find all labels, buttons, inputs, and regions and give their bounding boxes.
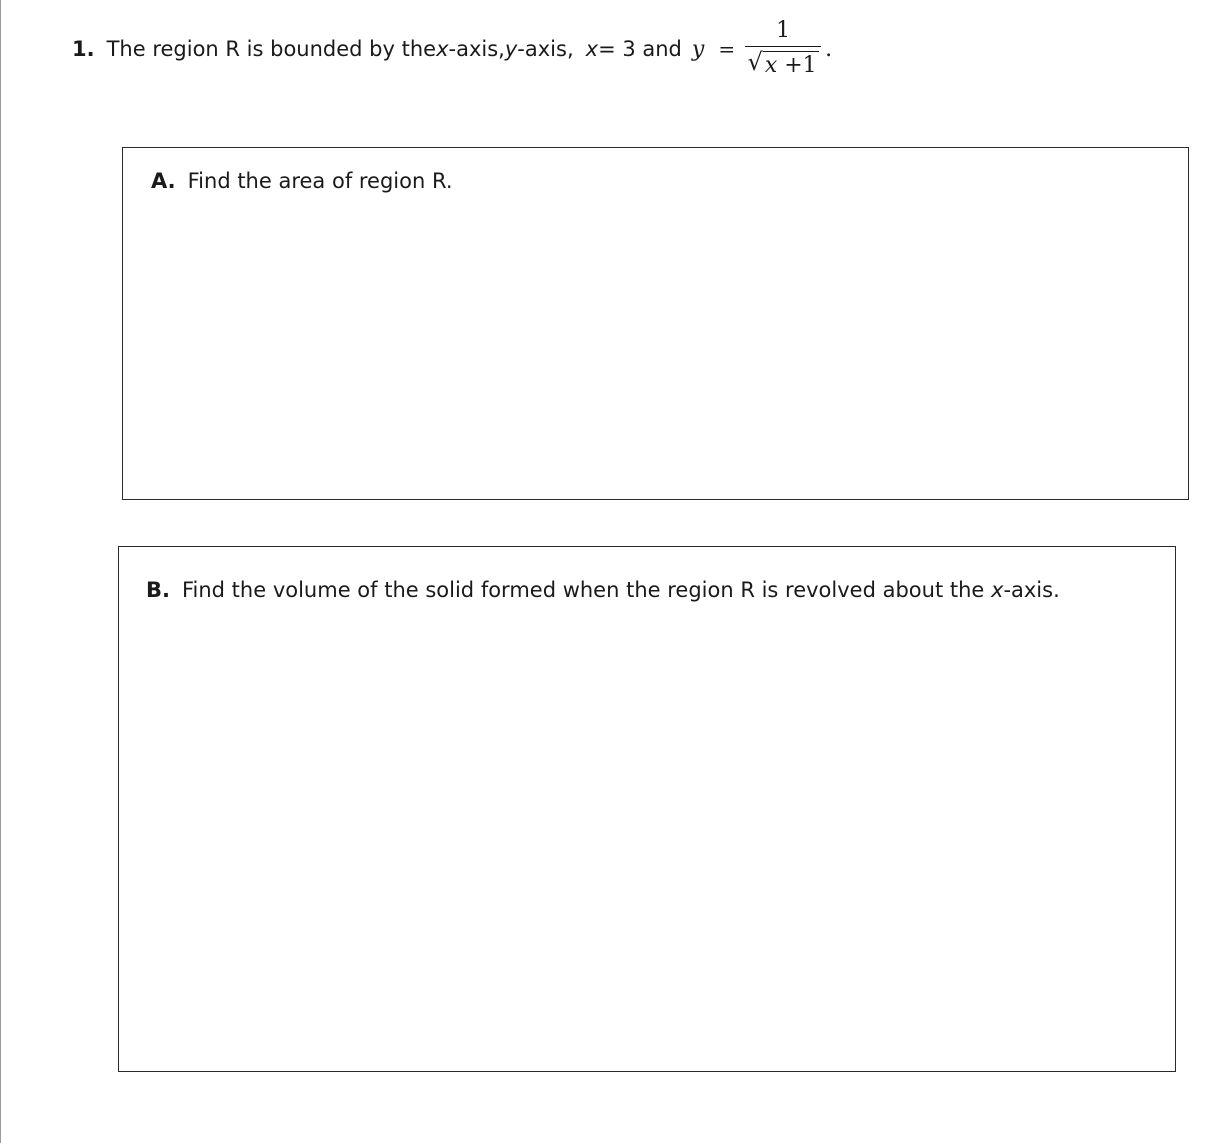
equation-equals: = [718,37,736,61]
question-var-x2: x [585,37,599,61]
question-var-y: y [504,37,518,61]
square-root-sign: √ [747,48,763,76]
radicand-rest: +1 [777,53,817,78]
left-margin-rule [0,0,1,1143]
part-b-label: B. [146,578,170,602]
equation-period: . [825,36,833,62]
answer-box-a[interactable] [122,147,1189,500]
fraction-numerator: 1 [776,18,791,43]
fraction [745,18,821,80]
equation-y: y [691,36,705,62]
question-number: 1. [72,37,95,61]
part-b-text-end: -axis. [1003,578,1060,602]
function-equation [692,18,832,80]
radicand-var: x [764,53,778,78]
question-text-x-eq: = 3 and [598,37,682,61]
part-a-label: A. [151,169,176,193]
question-text-x-axis: -axis, [448,37,505,61]
part-a-prompt [151,169,453,193]
question-text-y-axis: -axis, [517,37,574,61]
question-1 [72,14,832,84]
part-b-prompt [146,578,1060,602]
radicand [763,51,819,80]
question-text-start: The region R is bounded by the [106,37,437,61]
question-var-x: x [436,37,449,61]
part-b-text-start: Find the volume of the solid formed when the region R is revolved about the [181,578,991,602]
part-b-var-x: x [991,578,1004,602]
part-a-text: Find the area of region R. [187,169,453,193]
fraction-denominator [748,47,819,80]
answer-box-b[interactable] [118,546,1176,1072]
